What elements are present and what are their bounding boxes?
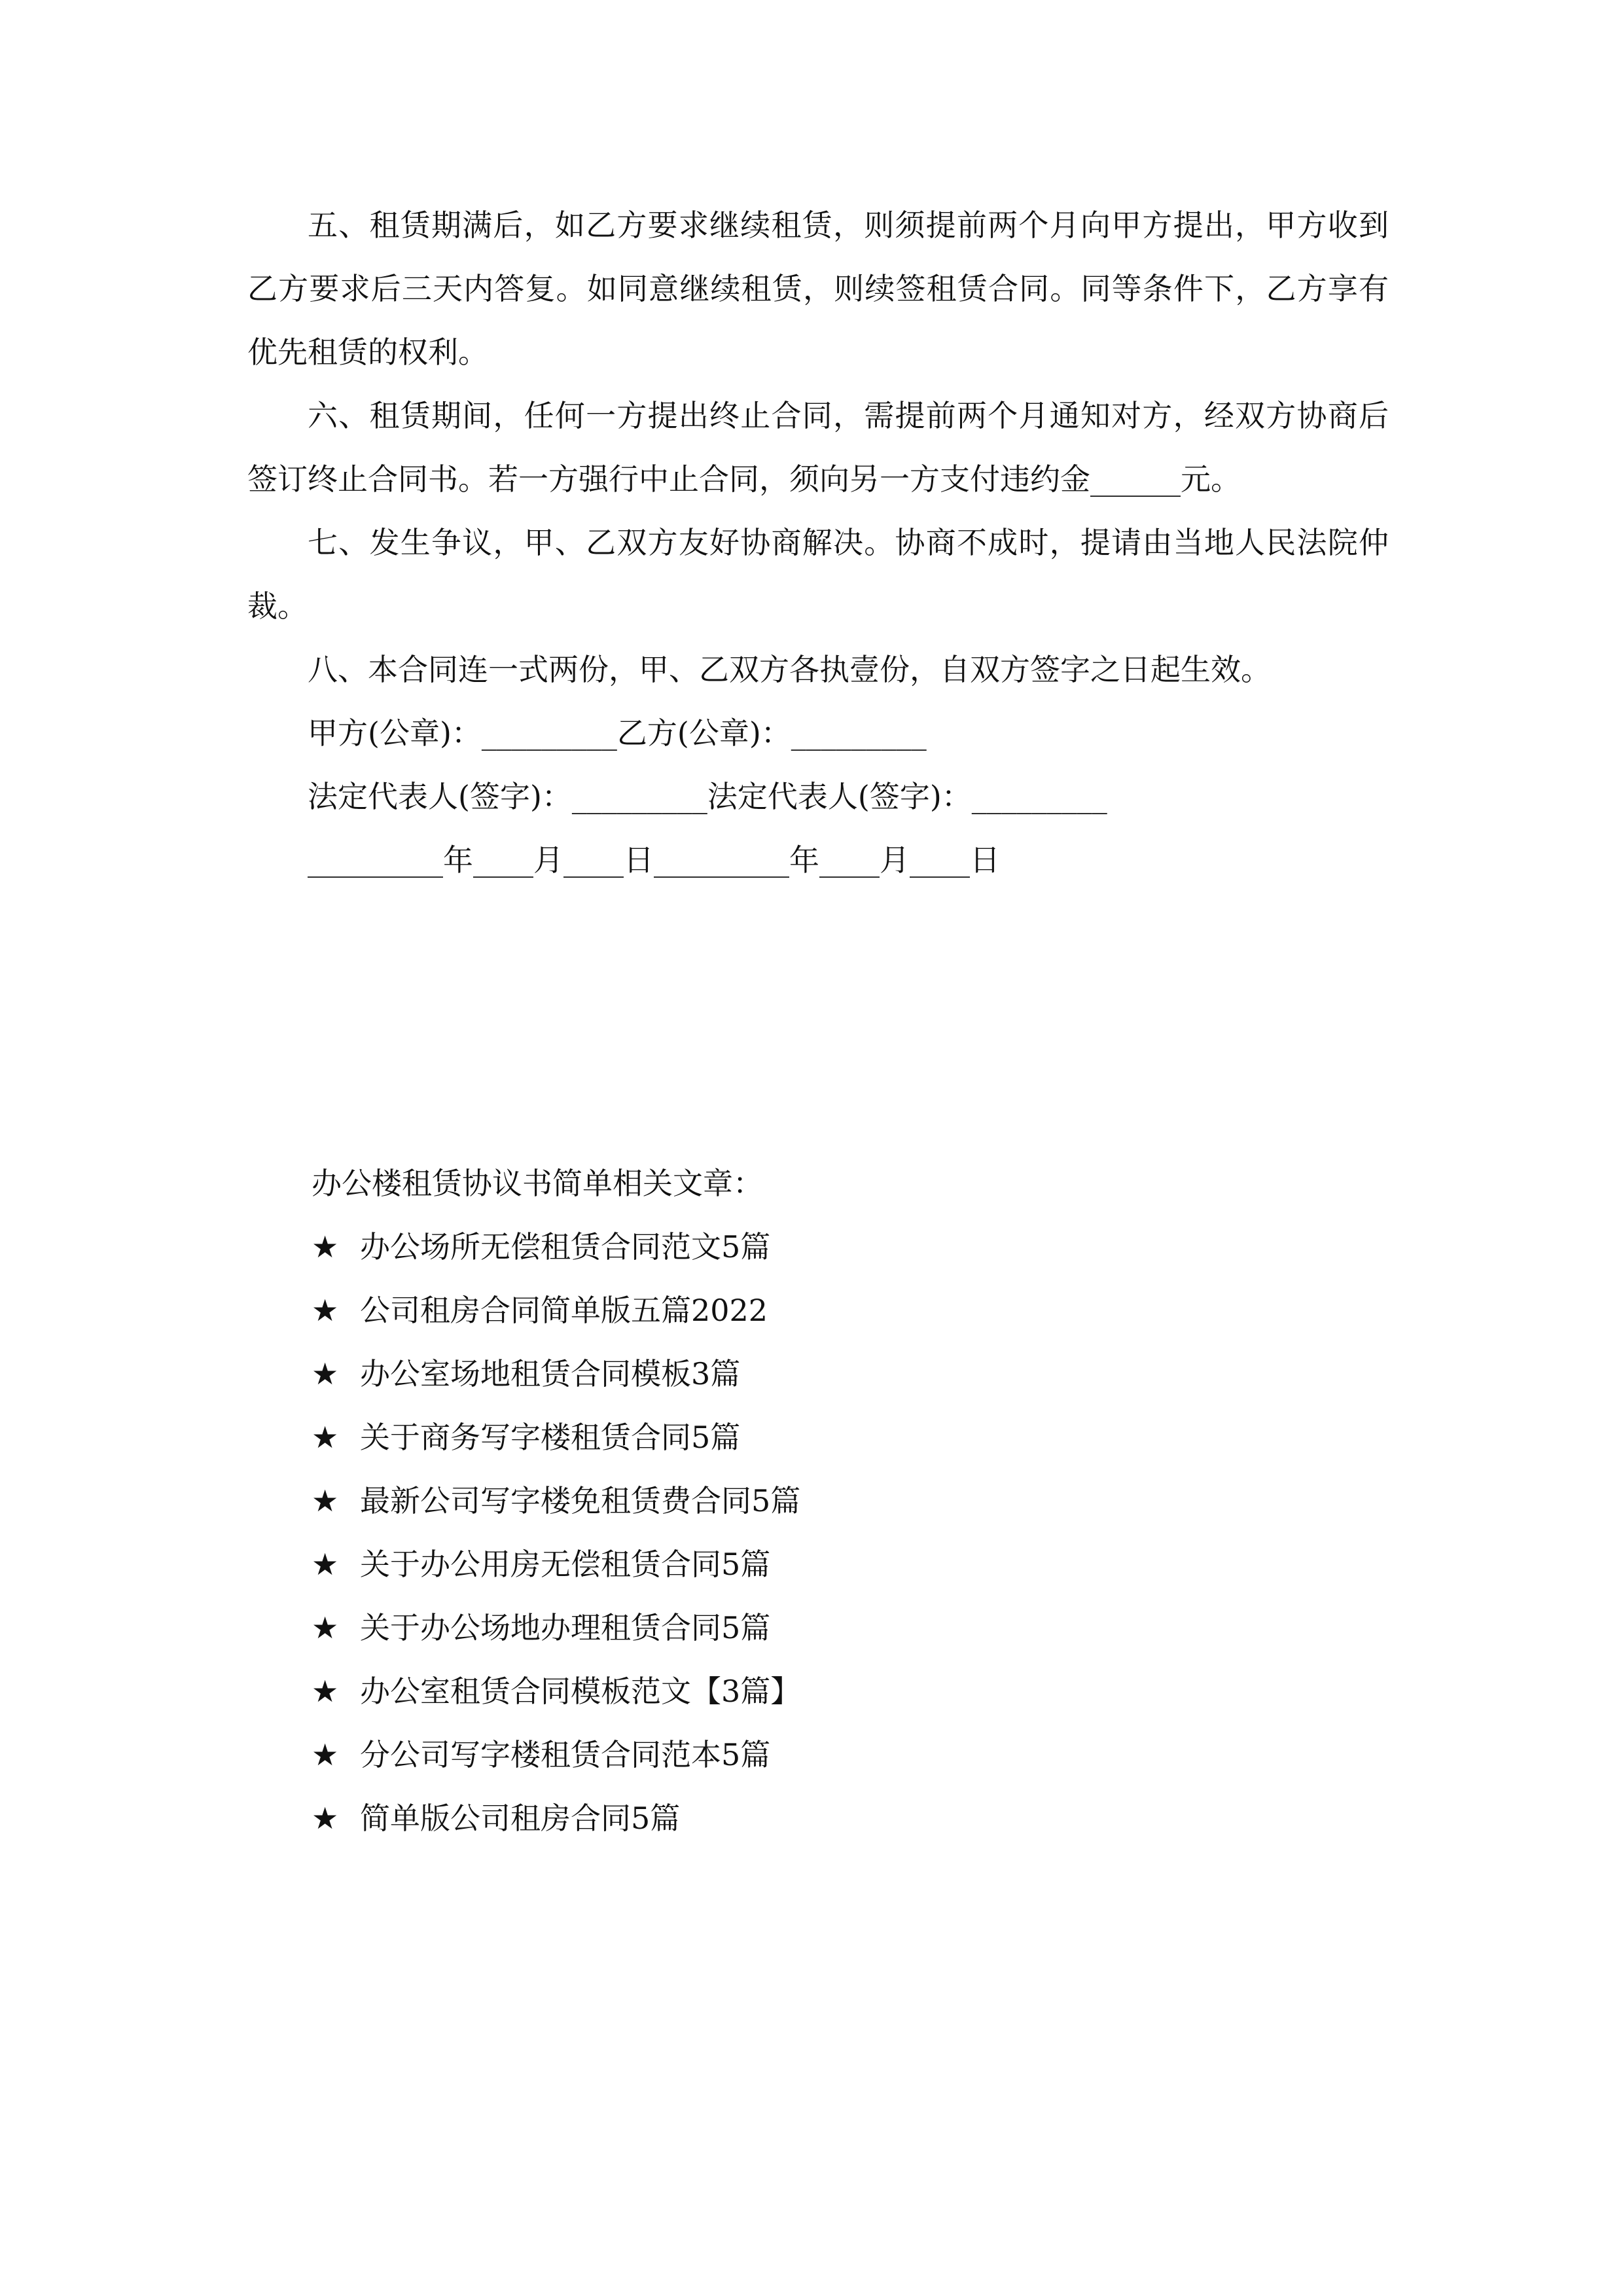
related-article-link[interactable]: 关于办公用房无偿租赁合同5篇 bbox=[360, 1547, 771, 1582]
clause-6: 六、租赁期间，任何一方提出终止合同，需提前两个月通知对方，经双方协商后签订终止合同书。若一方强行中止合同，须向另一方支付违约金______元。 bbox=[247, 398, 1389, 497]
related-article-link[interactable]: 关于商务写字楼租赁合同5篇 bbox=[360, 1420, 741, 1455]
related-articles bbox=[312, 1152, 1293, 1850]
list-item[interactable] bbox=[312, 1723, 1293, 1787]
legal-representative-line: 法定代表人(签字)：_________法定代表人(签字)：_________ bbox=[308, 779, 1107, 814]
signing-date-line: _________年____月____日_________年____月____日 bbox=[308, 842, 1000, 878]
related-article-link[interactable]: 办公室场地租赁合同模板3篇 bbox=[360, 1356, 741, 1391]
star-icon: ★ bbox=[312, 1547, 339, 1582]
related-article-link[interactable]: 办公室租赁合同模板范文【3篇】 bbox=[360, 1674, 801, 1709]
list-item[interactable] bbox=[312, 1533, 1293, 1596]
list-item[interactable] bbox=[312, 1660, 1293, 1723]
clause-7: 七、发生争议，甲、乙双方友好协商解决。协商不成时，提请由当地人民法院仲裁。 bbox=[247, 525, 1389, 624]
list-item[interactable] bbox=[312, 1596, 1293, 1660]
star-icon: ★ bbox=[312, 1737, 339, 1772]
star-icon: ★ bbox=[312, 1293, 339, 1328]
related-articles-list bbox=[312, 1215, 1293, 1850]
clause-8: 八、本合同连一式两份，甲、乙双方各执壹份，自双方签字之日起生效。 bbox=[308, 652, 1271, 687]
list-item[interactable] bbox=[312, 1469, 1293, 1533]
list-item[interactable] bbox=[312, 1215, 1293, 1279]
related-article-link[interactable]: 公司租房合同简单版五篇2022 bbox=[360, 1293, 768, 1328]
star-icon: ★ bbox=[312, 1674, 339, 1709]
related-article-link[interactable]: 简单版公司租房合同5篇 bbox=[360, 1801, 681, 1836]
list-item[interactable] bbox=[312, 1342, 1293, 1406]
star-icon: ★ bbox=[312, 1483, 339, 1518]
star-icon: ★ bbox=[312, 1229, 339, 1265]
list-item[interactable] bbox=[312, 1279, 1293, 1342]
star-icon: ★ bbox=[312, 1356, 339, 1391]
company-seal-line: 甲方(公章)：_________乙方(公章)：_________ bbox=[308, 715, 927, 751]
star-icon: ★ bbox=[312, 1420, 339, 1455]
star-icon: ★ bbox=[312, 1610, 339, 1645]
clause-5: 五、租赁期满后，如乙方要求继续租赁，则须提前两个月向甲方提出，甲方收到乙方要求后三天内答复。如同意继续租赁，则续签租赁合同。同等条件下，乙方享有优先租赁的权利。 bbox=[247, 207, 1389, 370]
related-article-link[interactable]: 关于办公场地办理租赁合同5篇 bbox=[360, 1610, 771, 1645]
list-item[interactable] bbox=[312, 1787, 1293, 1850]
related-article-link[interactable]: 分公司写字楼租赁合同范本5篇 bbox=[360, 1737, 771, 1772]
star-icon: ★ bbox=[312, 1801, 339, 1836]
related-articles-heading: 办公楼租赁协议书简单相关文章： bbox=[312, 1166, 763, 1201]
list-item[interactable] bbox=[312, 1406, 1293, 1469]
related-article-link[interactable]: 最新公司写字楼免租赁费合同5篇 bbox=[360, 1483, 801, 1518]
contract-body bbox=[247, 194, 1389, 892]
related-article-link[interactable]: 办公场所无偿租赁合同范文5篇 bbox=[360, 1229, 771, 1265]
